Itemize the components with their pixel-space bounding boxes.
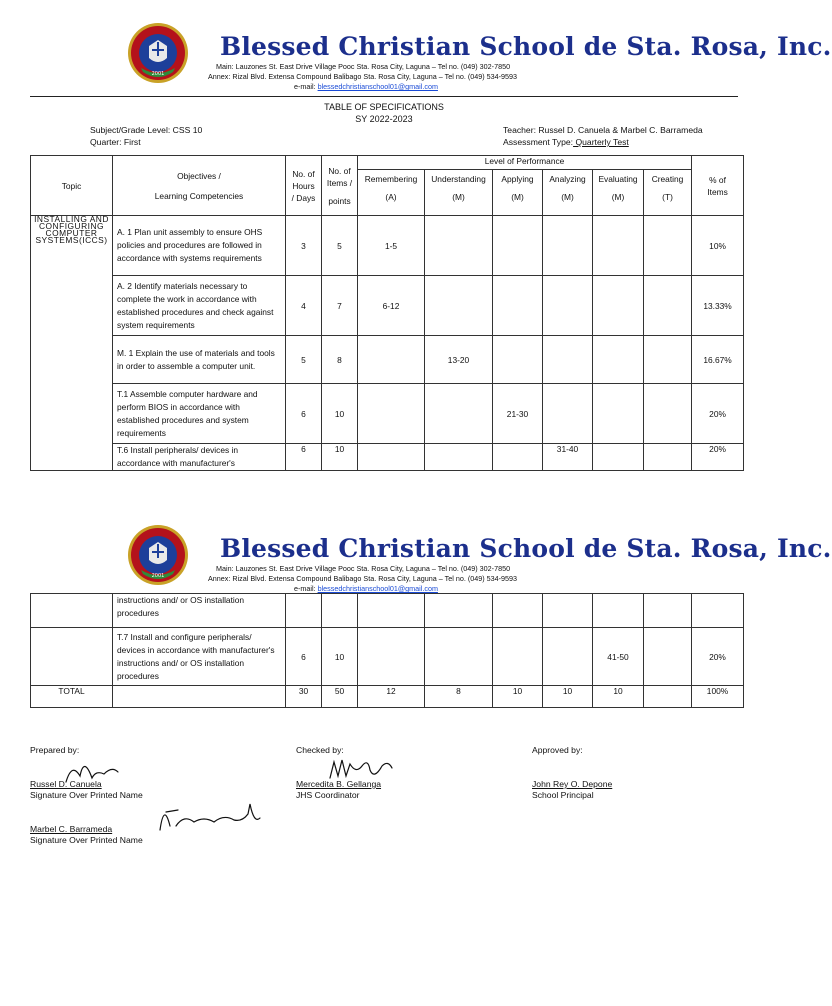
items-cell: 5: [322, 216, 358, 276]
header-analyzing: Analyzing (M): [543, 170, 593, 216]
level-cell: [593, 444, 644, 471]
level-cell: [425, 444, 493, 471]
header-applying: Applying (M): [493, 170, 543, 216]
level-cell: [358, 628, 425, 686]
table-row: [31, 276, 744, 336]
level-cell: [644, 628, 692, 686]
objective-continued: instructions and/ or OS installation procedures: [113, 594, 286, 628]
header-percent: % of Items: [692, 156, 744, 216]
email-line: e-mail: blessedchristianschool01@gmail.com: [294, 584, 438, 593]
objective-text: T.7 Install and configure peripherals/ devices in accordance with manufacturer's instructions and/ or OS installation procedures: [113, 628, 286, 686]
header-hours: No. of Hours / Days: [286, 156, 322, 216]
total-percent: 100%: [692, 686, 744, 708]
level-cell: [644, 444, 692, 471]
table-row: [31, 336, 744, 384]
level-cell: [644, 216, 692, 276]
total-level: 10: [593, 686, 644, 708]
level-cell: 13-20: [425, 336, 493, 384]
hours-cell: 5: [286, 336, 322, 384]
header-objectives: Objectives / Learning Competencies: [113, 156, 286, 216]
school-name: Blessed Christian School de Sta. Rosa, Inc.: [220, 534, 832, 563]
table-row: [31, 384, 744, 444]
level-cell: 21-30: [493, 384, 543, 444]
total-level: 8: [425, 686, 493, 708]
percent-cell: 20%: [692, 384, 744, 444]
level-cell: [425, 216, 493, 276]
preparer2-title: Signature Over Printed Name: [30, 835, 143, 845]
percent-cell: 20%: [692, 444, 744, 471]
percent-cell: 16.67%: [692, 336, 744, 384]
level-cell: [644, 384, 692, 444]
total-row: [31, 686, 744, 708]
address-annex: Annex: Rizal Blvd. Extensa Compound Balibago Sta. Rosa City, Laguna – Tel no. (049) 534-9593: [208, 574, 517, 583]
school-year: SY 2022-2023: [355, 114, 413, 124]
level-cell: [543, 384, 593, 444]
items-cell: 7: [322, 276, 358, 336]
subject-grade: Subject/Grade Level: CSS 10: [90, 125, 203, 135]
header-remembering: Remembering (A): [358, 170, 425, 216]
hours-cell: 6: [286, 628, 322, 686]
level-cell: [493, 216, 543, 276]
level-cell: [593, 216, 644, 276]
quarter: Quarter: First: [90, 137, 141, 147]
table-row: [31, 594, 744, 628]
hours-cell: 3: [286, 216, 322, 276]
school-logo: [127, 22, 189, 84]
total-level: 10: [493, 686, 543, 708]
total-items: 50: [322, 686, 358, 708]
email-line: e-mail: blessedchristianschool01@gmail.com: [294, 82, 438, 91]
checker-title: JHS Coordinator: [296, 790, 360, 800]
header-items: No. of Items / points: [322, 156, 358, 216]
level-cell: [593, 276, 644, 336]
school-logo: [127, 524, 189, 586]
level-cell: 1-5: [358, 216, 425, 276]
hours-cell: 6: [286, 384, 322, 444]
email-link[interactable]: blessedchristianschool01@gmail.com: [317, 584, 438, 593]
approved-by-label: Approved by:: [532, 745, 583, 755]
school-name: Blessed Christian School de Sta. Rosa, Inc.: [220, 32, 832, 61]
percent-cell: 13.33%: [692, 276, 744, 336]
svg-text:2001: 2001: [151, 71, 165, 77]
topic-cell: INSTALLING AND CONFIGURING COMPUTER SYSTEMS(ICCS): [31, 216, 113, 471]
level-cell: [543, 216, 593, 276]
level-cell: [543, 628, 593, 686]
table-row: [31, 216, 744, 276]
level-cell: [358, 444, 425, 471]
table-row: [31, 628, 744, 686]
address-annex: Annex: Rizal Blvd. Extensa Compound Balibago Sta. Rosa City, Laguna – Tel no. (049) 534-9593: [208, 72, 517, 81]
address-main: Main: Lauzones St. East Drive Village Pooc Sta. Rosa City, Laguna – Tel no. (049) 302-7850: [216, 62, 511, 71]
level-cell: [493, 444, 543, 471]
preparer2-name: Marbel C. Barrameda: [30, 824, 113, 834]
level-cell: [358, 336, 425, 384]
level-cell: [543, 276, 593, 336]
approver-title: School Principal: [532, 790, 594, 800]
preparer1-name: Russel D. Canuela: [30, 779, 102, 789]
approver-name: John Rey O. Depone: [532, 779, 613, 789]
prepared-by-label: Prepared by:: [30, 745, 80, 755]
header-evaluating: Evaluating (M): [593, 170, 644, 216]
percent-cell: 10%: [692, 216, 744, 276]
hours-cell: 6: [286, 444, 322, 471]
level-cell: 6-12: [358, 276, 425, 336]
assessment-type: Assessment Type: Quarterly Test: [503, 137, 629, 147]
checker-name: Mercedita B. Gellanga: [296, 779, 382, 789]
total-level: 10: [543, 686, 593, 708]
address-main: Main: Lauzones St. East Drive Village Pooc Sta. Rosa City, Laguna – Tel no. (049) 302-7850: [216, 564, 511, 573]
items-cell: 10: [322, 628, 358, 686]
header-level-of-performance: Level of Performance: [358, 156, 692, 170]
level-cell: [644, 336, 692, 384]
objective-text: A. 1 Plan unit assembly to ensure OHS policies and procedures are followed in accordance with systems requirements: [113, 216, 286, 276]
svg-text:2001: 2001: [151, 573, 165, 579]
signature-barrameda: [154, 796, 264, 836]
checked-by-label: Checked by:: [296, 745, 344, 755]
preparer1-title: Signature Over Printed Name: [30, 790, 143, 800]
specification-table-continued: [30, 593, 744, 708]
total-label: TOTAL: [31, 686, 113, 708]
header-topic: Topic: [31, 156, 113, 216]
level-cell: 31-40: [543, 444, 593, 471]
items-cell: 8: [322, 336, 358, 384]
percent-cell: 20%: [692, 628, 744, 686]
level-cell: [425, 276, 493, 336]
specification-table: [30, 155, 744, 471]
level-cell: [644, 276, 692, 336]
level-cell: [493, 336, 543, 384]
level-cell: [493, 276, 543, 336]
objective-text: T.1 Assemble computer hardware and perform BIOS in accordance with established procedures and system requirements: [113, 384, 286, 444]
teacher: Teacher: Russel D. Canuela & Marbel C. Barrameda: [503, 125, 703, 135]
level-cell: [425, 384, 493, 444]
objective-text: T.6 Install peripherals/ devices in accordance with manufacturer's: [113, 444, 286, 471]
level-cell: [493, 628, 543, 686]
total-level: 12: [358, 686, 425, 708]
level-cell: 41-50: [593, 628, 644, 686]
level-cell: [425, 628, 493, 686]
objective-text: M. 1 Explain the use of materials and tools in order to assemble a computer unit.: [113, 336, 286, 384]
total-hours: 30: [286, 686, 322, 708]
table-row: [31, 444, 744, 471]
level-cell: [358, 384, 425, 444]
header-creating: Creating (T): [644, 170, 692, 216]
header-divider: [30, 96, 738, 97]
level-cell: [593, 336, 644, 384]
doc-title: TABLE OF SPECIFICATIONS: [324, 102, 444, 112]
total-level: [644, 686, 692, 708]
header-understanding: Understanding (M): [425, 170, 493, 216]
hours-cell: 4: [286, 276, 322, 336]
objective-text: A. 2 Identify materials necessary to complete the work in accordance with established procedures and check against system requirements: [113, 276, 286, 336]
level-cell: [593, 384, 644, 444]
items-cell: 10: [322, 384, 358, 444]
items-cell: 10: [322, 444, 358, 471]
email-link[interactable]: blessedchristianschool01@gmail.com: [317, 82, 438, 91]
level-cell: [543, 336, 593, 384]
